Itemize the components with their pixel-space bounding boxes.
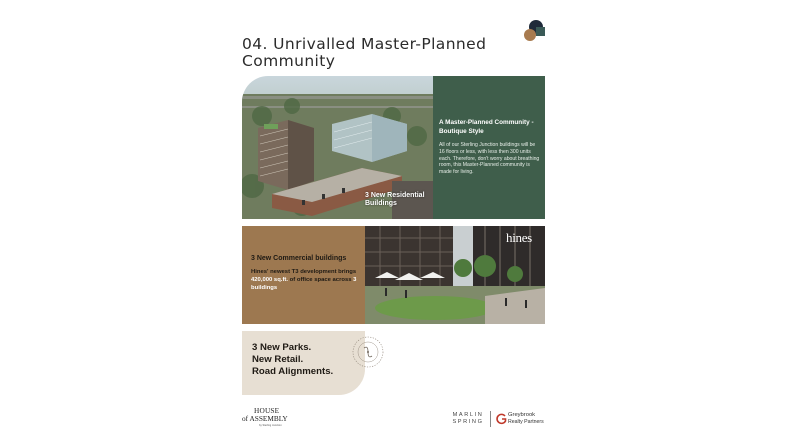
page-title-line2: Community (242, 52, 336, 70)
parks-text (252, 342, 352, 378)
page-title-line1: 04. Unrivalled Master-Planned (242, 35, 487, 53)
community-heading-line2: Boutique Style (439, 127, 484, 135)
aerial-caption-line1: 3 New Residential (365, 192, 425, 199)
greybrook-subtitle: Realty Partners (508, 419, 544, 425)
greybrook-name: Greybrook (508, 412, 536, 418)
page-title (242, 36, 502, 70)
house-logo-tag: by Sterling Junction (259, 424, 282, 427)
brand-logo-icon (522, 18, 548, 44)
commercial-text-2: of office space across (288, 277, 354, 283)
house-logo-line1: HOUSE (254, 406, 280, 415)
commercial-highlight-buildings: 3 buildings (251, 277, 357, 291)
commercial-highlight-sqft: 420,000 sq.ft. (251, 277, 289, 283)
commercial-text-1: Hines' newest T3 development brings (251, 269, 357, 275)
greybrook-g-icon (496, 413, 507, 425)
parks-line2: New Retail. (252, 354, 304, 365)
aerial-caption-line2: Buildings (365, 200, 397, 207)
marlin-spring-logo (446, 412, 490, 426)
community-description: All of our Sterling Junction buildings will be 16 floors or less, with less then 300 units each. Therefore, don't worry about breathing room, this Master-Planned community is made for living. (439, 142, 540, 176)
sterling-junction-stamp-icon (351, 335, 385, 369)
house-of-assembly-logo (242, 406, 298, 430)
marlin-line2: SPRING (452, 419, 484, 425)
aerial-caption (365, 192, 435, 208)
parks-line3: Road Alignments. (252, 366, 334, 377)
community-heading (439, 119, 541, 136)
community-heading-line1: A Master-Planned Community - (439, 119, 534, 126)
logo-divider (490, 411, 491, 427)
commercial-heading: 3 New Commercial buildings (251, 255, 347, 262)
parks-line1: 3 New Parks. (252, 342, 312, 353)
commercial-description (251, 268, 361, 292)
house-logo-line2: of ASSEMBLY (242, 414, 288, 423)
hines-logo: hines (506, 230, 532, 245)
marlin-line1: MARLIN (452, 412, 484, 418)
